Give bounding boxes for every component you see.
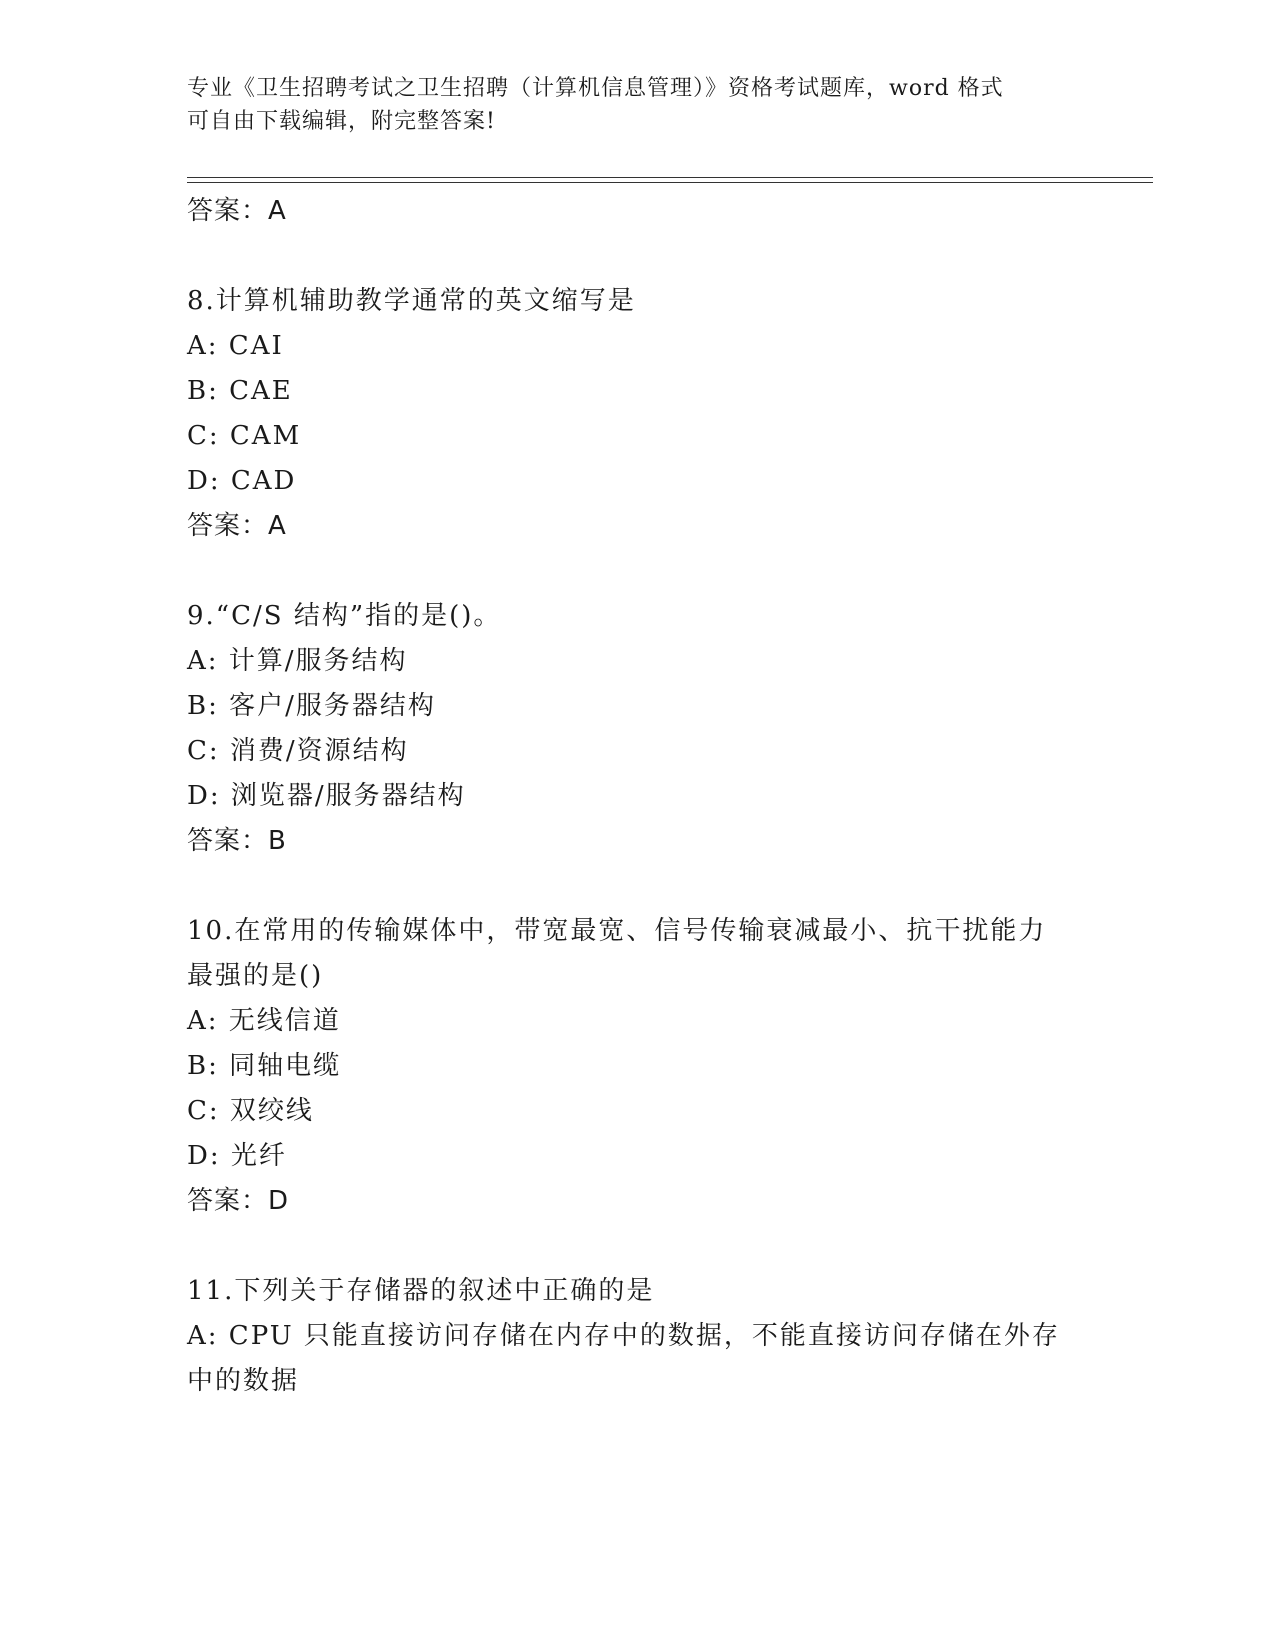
header-line-1: 专业《卫生招聘考试之卫生招聘（计算机信息管理）》资格考试题库，word 格式 (187, 76, 1004, 101)
question-9-option-b: B: 客户/服务器结构 (187, 691, 436, 721)
document-header (187, 72, 1067, 138)
question-8-answer: 答案：A (187, 511, 287, 541)
header-divider-top (187, 177, 1153, 178)
question-10-stem-line-2: 最强的是() (187, 961, 324, 991)
question-9-option-c: C: 消费/资源结构 (187, 736, 409, 766)
question-10-answer: 答案：D (187, 1186, 290, 1216)
header-divider-bottom (187, 182, 1153, 183)
question-9-option-a: A: 计算/服务结构 (187, 646, 408, 676)
question-10-option-b: B: 同轴电缆 (187, 1051, 342, 1081)
question-10-stem-line-1: 10.在常用的传输媒体中，带宽最宽、信号传输衰减最小、抗干扰能力 (187, 916, 1047, 946)
question-8-option-b: B: CAE (187, 376, 293, 406)
question-9-answer: 答案：B (187, 826, 287, 856)
header-line-2: 可自由下载编辑，附完整答案! (187, 109, 496, 134)
question-8-option-a: A: CAI (187, 331, 284, 361)
question-11-stem: 11.下列关于存储器的叙述中正确的是 (187, 1276, 655, 1306)
question-11-option-a-line-2: 中的数据 (187, 1366, 300, 1396)
question-10-option-a: A: 无线信道 (187, 1006, 341, 1036)
question-10-option-c: C: 双绞线 (187, 1096, 314, 1126)
question-11-option-a-line-1: A: CPU 只能直接访问存储在内存中的数据，不能直接访问存储在外存 (187, 1321, 1060, 1351)
question-10-option-d: D: 光纤 (187, 1141, 287, 1171)
question-8-stem: 8.计算机辅助教学通常的英文缩写是 (187, 286, 636, 316)
previous-answer: 答案：A (187, 196, 287, 226)
question-9-option-d: D: 浏览器/服务器结构 (187, 781, 466, 811)
question-8-option-c: C: CAM (187, 421, 302, 451)
question-9-stem: 9.“C/S 结构”指的是()。 (187, 601, 502, 631)
question-8-option-d: D: CAD (187, 466, 297, 496)
